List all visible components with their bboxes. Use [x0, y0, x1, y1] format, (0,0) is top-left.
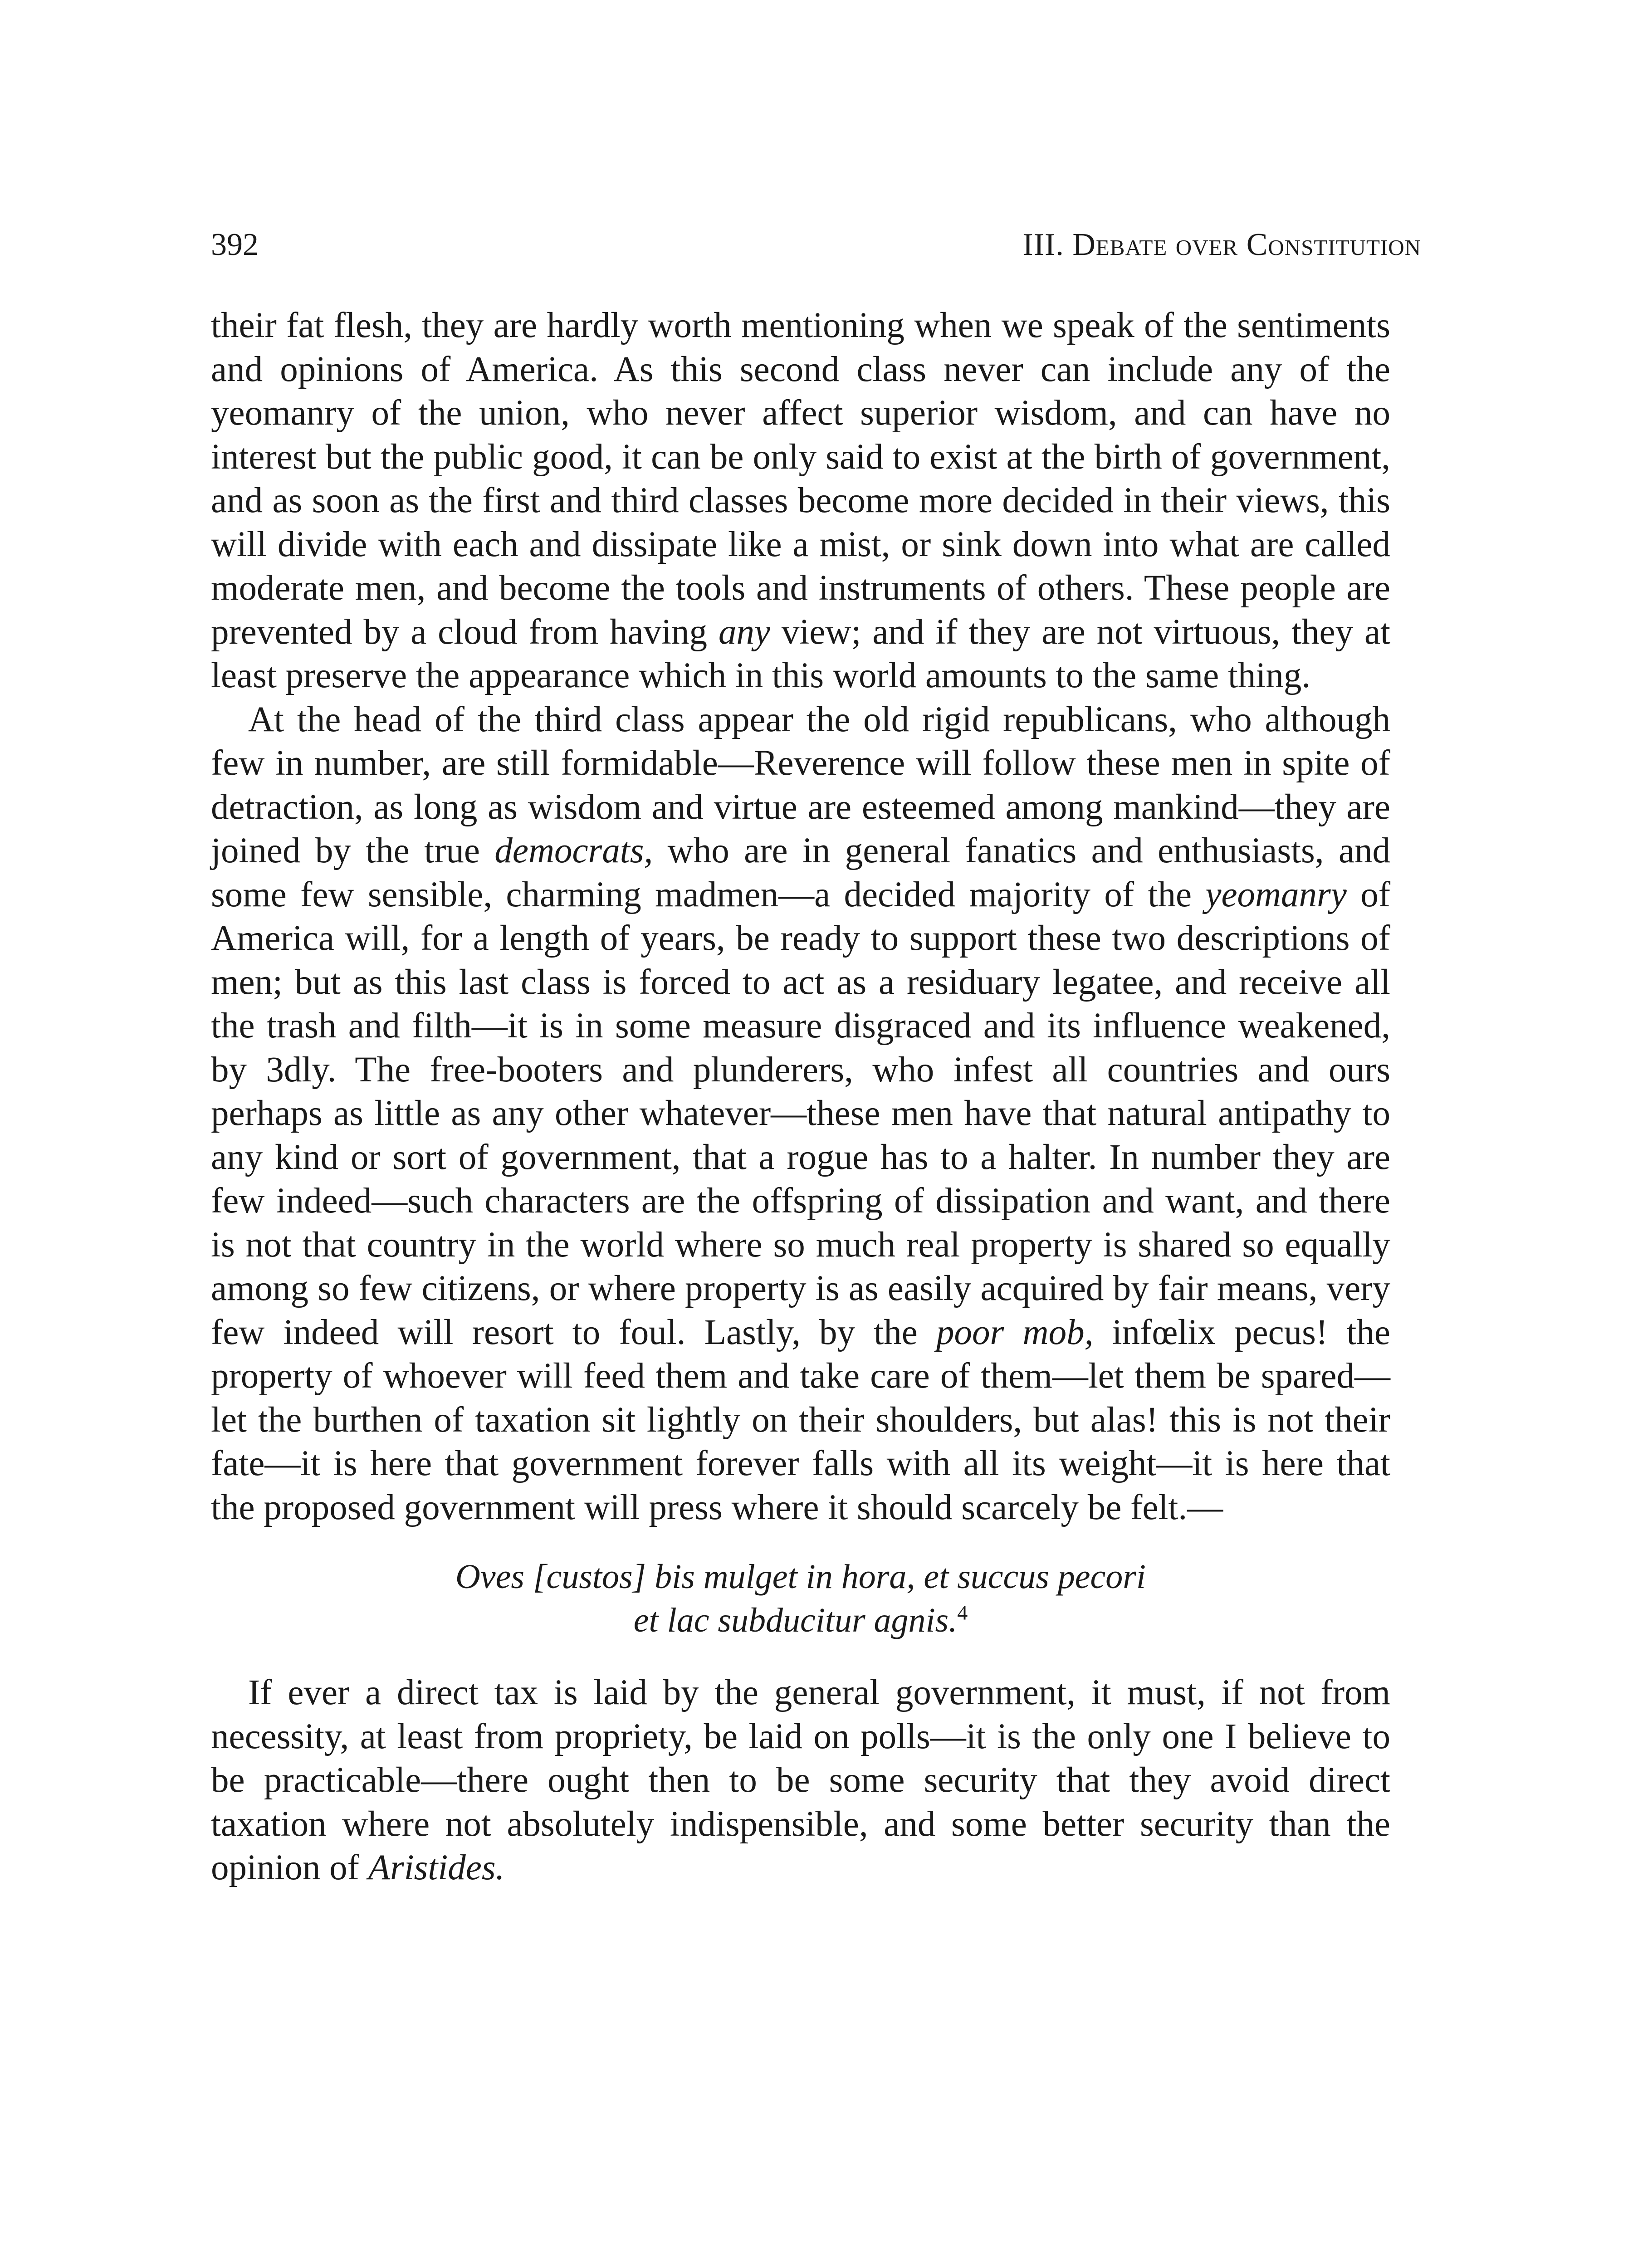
quote-line-1: Oves [custos] bis mulget in hora, et succus pecori — [455, 1558, 1146, 1596]
quote-line-2 — [211, 1598, 1390, 1642]
paragraph-2-emphasis-yeomanry: yeomanry — [1205, 875, 1347, 914]
section-title — [1022, 222, 1421, 268]
section-title-text: Debate over Constitution — [1072, 227, 1421, 262]
paragraph-2-text-d: infœlix pecus! the property of whoever will feed them and take care of them—let them be spared—let the burthen of taxation sit lightly on their shoulders, but alas! this is not their fate—it is here that government forever falls with all its weight—it is here that the proposed government will press where it should scarcely be felt.— — [211, 1312, 1390, 1527]
footnote-reference[interactable]: 4 — [957, 1601, 968, 1624]
paragraph-2 — [211, 698, 1390, 1530]
body-text — [211, 304, 1390, 1890]
paragraph-1 — [211, 304, 1390, 698]
quote-line-2-text: et lac subducitur agnis. — [633, 1601, 958, 1639]
paragraph-2-text-a: At the head of the third class appear the old rigid republicans, who although few in number, are still formidable—Reverence will follow these men in spite of detraction, as long as wisdom and virtue are esteemed among mankind—they are joined by the true — [211, 699, 1390, 870]
paragraph-2-text-c: of America will, for a length of years, be ready to support these two descriptions of men; but as this last class is forced to act as a residuary legatee, and receive all the trash and filth—it is in some measure disgraced and its influence weakened, by 3dly. The free-booters and plunderers, who infest all countries and ours perhaps as little as any other whatever—these men have that natural antipathy to any kind or sort of government, that a rogue has to a halter. In number they are few indeed—such characters are the offspring of dissipation and want, and there is not that country in the world where so much real property is shared so equally among so few citizens, or where property is as easily acquired by fair means, very few indeed will resort to foul. Lastly, by the — [211, 875, 1391, 1352]
paragraph-2-text-b: who are in general fanatics and enthusiasts, and some few sensible, charming madmen—a decided majority of the — [211, 831, 1391, 914]
paragraph-2-emphasis-poor-mob: poor mob, — [936, 1312, 1094, 1352]
paragraph-1-text-b: view; and if they are not virtuous, they at least preserve the appearance which in this world amounts to the same thing. — [211, 612, 1390, 695]
paragraph-1-text-a: their fat flesh, they are hardly worth mentioning when we speak of the sentiments and opinions of America. As this second class never can include any of the yeomanry of the union, who never affect superior wisdom, and can have no interest but the public good, it can be only said to exist at the birth of government, and as soon as the first and third classes become more decided in their views, this will divide with each and dissipate like a mist, or sink down into what are called moderate men, and become the tools and instruments of others. These people are prevented by a cloud from having — [211, 306, 1390, 652]
document-page — [211, 222, 1421, 1890]
paragraph-1-emphasis-any: any — [718, 612, 771, 652]
latin-quotation — [211, 1555, 1390, 1642]
running-head — [211, 222, 1421, 272]
paragraph-3-text-a: If ever a direct tax is laid by the general government, it must, if not from necessity, at least from propriety, be laid on polls—it is the only one I believe to be practicable—there ought then to be some security that they avoid direct taxation where not absolutely indispensible, and some better security than the opinion of — [211, 1673, 1390, 1887]
section-roman: III. — [1022, 227, 1064, 262]
page-number: 392 — [211, 227, 259, 262]
paragraph-3-emphasis-aristides: Aristides. — [368, 1848, 505, 1887]
paragraph-2-emphasis-democrats: democrats, — [494, 831, 653, 870]
paragraph-3 — [211, 1671, 1390, 1890]
